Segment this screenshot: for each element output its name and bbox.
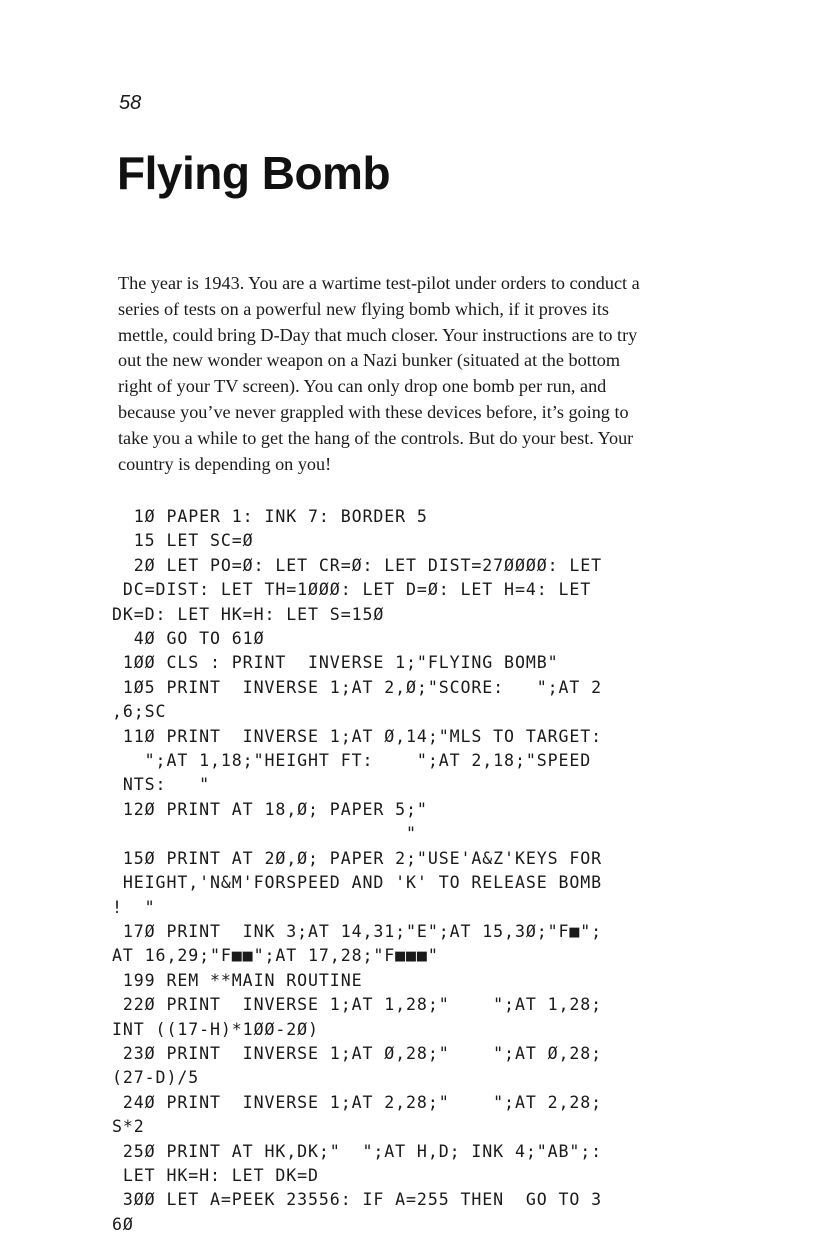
code-line: DC=DIST: LET TH=1ØØØ: LET D=Ø: LET H=4: LET	[112, 580, 592, 600]
code-line: (27-D)/5	[112, 1068, 200, 1088]
code-line: ! "	[112, 897, 156, 917]
code-line: 1ØØ CLS : PRINT INVERSE 1;"FLYING BOMB"	[112, 653, 559, 673]
intro-paragraph	[118, 271, 728, 477]
code-line: 15Ø PRINT AT 2Ø,Ø; PAPER 2;"USE'A&Z'KEYS FOR	[112, 848, 603, 868]
code-line: 17Ø PRINT INK 3;AT 14,31;"E";AT 15,3Ø;"F■";	[112, 921, 603, 941]
code-line: NTS: "	[112, 775, 211, 795]
code-line: 1Ø5 PRINT INVERSE 1;AT 2,Ø;"SCORE: ";AT 2	[112, 677, 603, 697]
code-line: ,6;SC	[112, 702, 167, 722]
code-line: "	[112, 824, 417, 844]
intro-line: out the new wonder weapon on a Nazi bunker (situated at the bottom	[118, 350, 621, 371]
code-line: AT 16,29;"F■■";AT 17,28;"F■■■"	[112, 946, 439, 966]
code-line: DK=D: LET HK=H: LET S=15Ø	[112, 604, 385, 624]
intro-line: take you a while to get the hang of the controls. But do your best. Your	[118, 427, 634, 448]
code-line: 6Ø	[112, 1214, 134, 1234]
code-line: ";AT 1,18;"HEIGHT FT: ";AT 2,18;"SPEED	[112, 751, 592, 771]
page-title: Flying Bomb	[117, 147, 391, 199]
intro-line: right of your TV screen). You can only drop one bomb per run, and	[118, 376, 607, 397]
code-line: LET HK=H: LET DK=D	[112, 1165, 319, 1185]
code-line: 22Ø PRINT INVERSE 1;AT 1,28;" ";AT 1,28;	[112, 995, 603, 1015]
code-line: S*2	[112, 1117, 145, 1137]
code-line: 3ØØ LET A=PEEK 23556: IF A=255 THEN GO TO 3	[112, 1190, 603, 1210]
code-line: 2Ø LET PO=Ø: LET CR=Ø: LET DIST=27ØØØØ: LET	[112, 555, 603, 575]
code-line: 4Ø GO TO 61Ø	[112, 629, 265, 649]
page-number: 58	[119, 92, 142, 114]
intro-line: series of tests on a powerful new flying bomb which, if it proves its	[118, 298, 609, 319]
intro-line: The year is 1943. You are a wartime test-pilot under orders to conduct a	[118, 273, 640, 293]
code-line: 24Ø PRINT INVERSE 1;AT 2,28;" ";AT 2,28;	[112, 1092, 603, 1112]
intro-line: country is depending on you!	[118, 453, 332, 474]
code-line: 25Ø PRINT AT HK,DK;" ";AT H,D; INK 4;"AB";:	[112, 1141, 603, 1161]
intro-line: mettle, could bring D-Day that much closer. Your instructions are to try	[118, 324, 638, 345]
code-line: 15 LET SC=Ø	[112, 531, 254, 551]
code-line: 1Ø PAPER 1: INK 7: BORDER 5	[112, 507, 428, 526]
code-line: 199 REM **MAIN ROUTINE	[112, 970, 363, 990]
code-line: 23Ø PRINT INVERSE 1;AT Ø,28;" ";AT Ø,28;	[112, 1043, 603, 1063]
basic-listing	[112, 505, 732, 1237]
code-line: HEIGHT,'N&M'FORSPEED AND 'K' TO RELEASE BOMB	[112, 873, 603, 893]
code-line: INT ((17-H)*1ØØ-2Ø)	[112, 1019, 319, 1039]
code-line: 12Ø PRINT AT 18,Ø; PAPER 5;"	[112, 799, 428, 819]
intro-line: because you’ve never grappled with these devices before, it’s going to	[118, 401, 629, 422]
code-line: 11Ø PRINT INVERSE 1;AT Ø,14;"MLS TO TARGET:	[112, 726, 603, 746]
